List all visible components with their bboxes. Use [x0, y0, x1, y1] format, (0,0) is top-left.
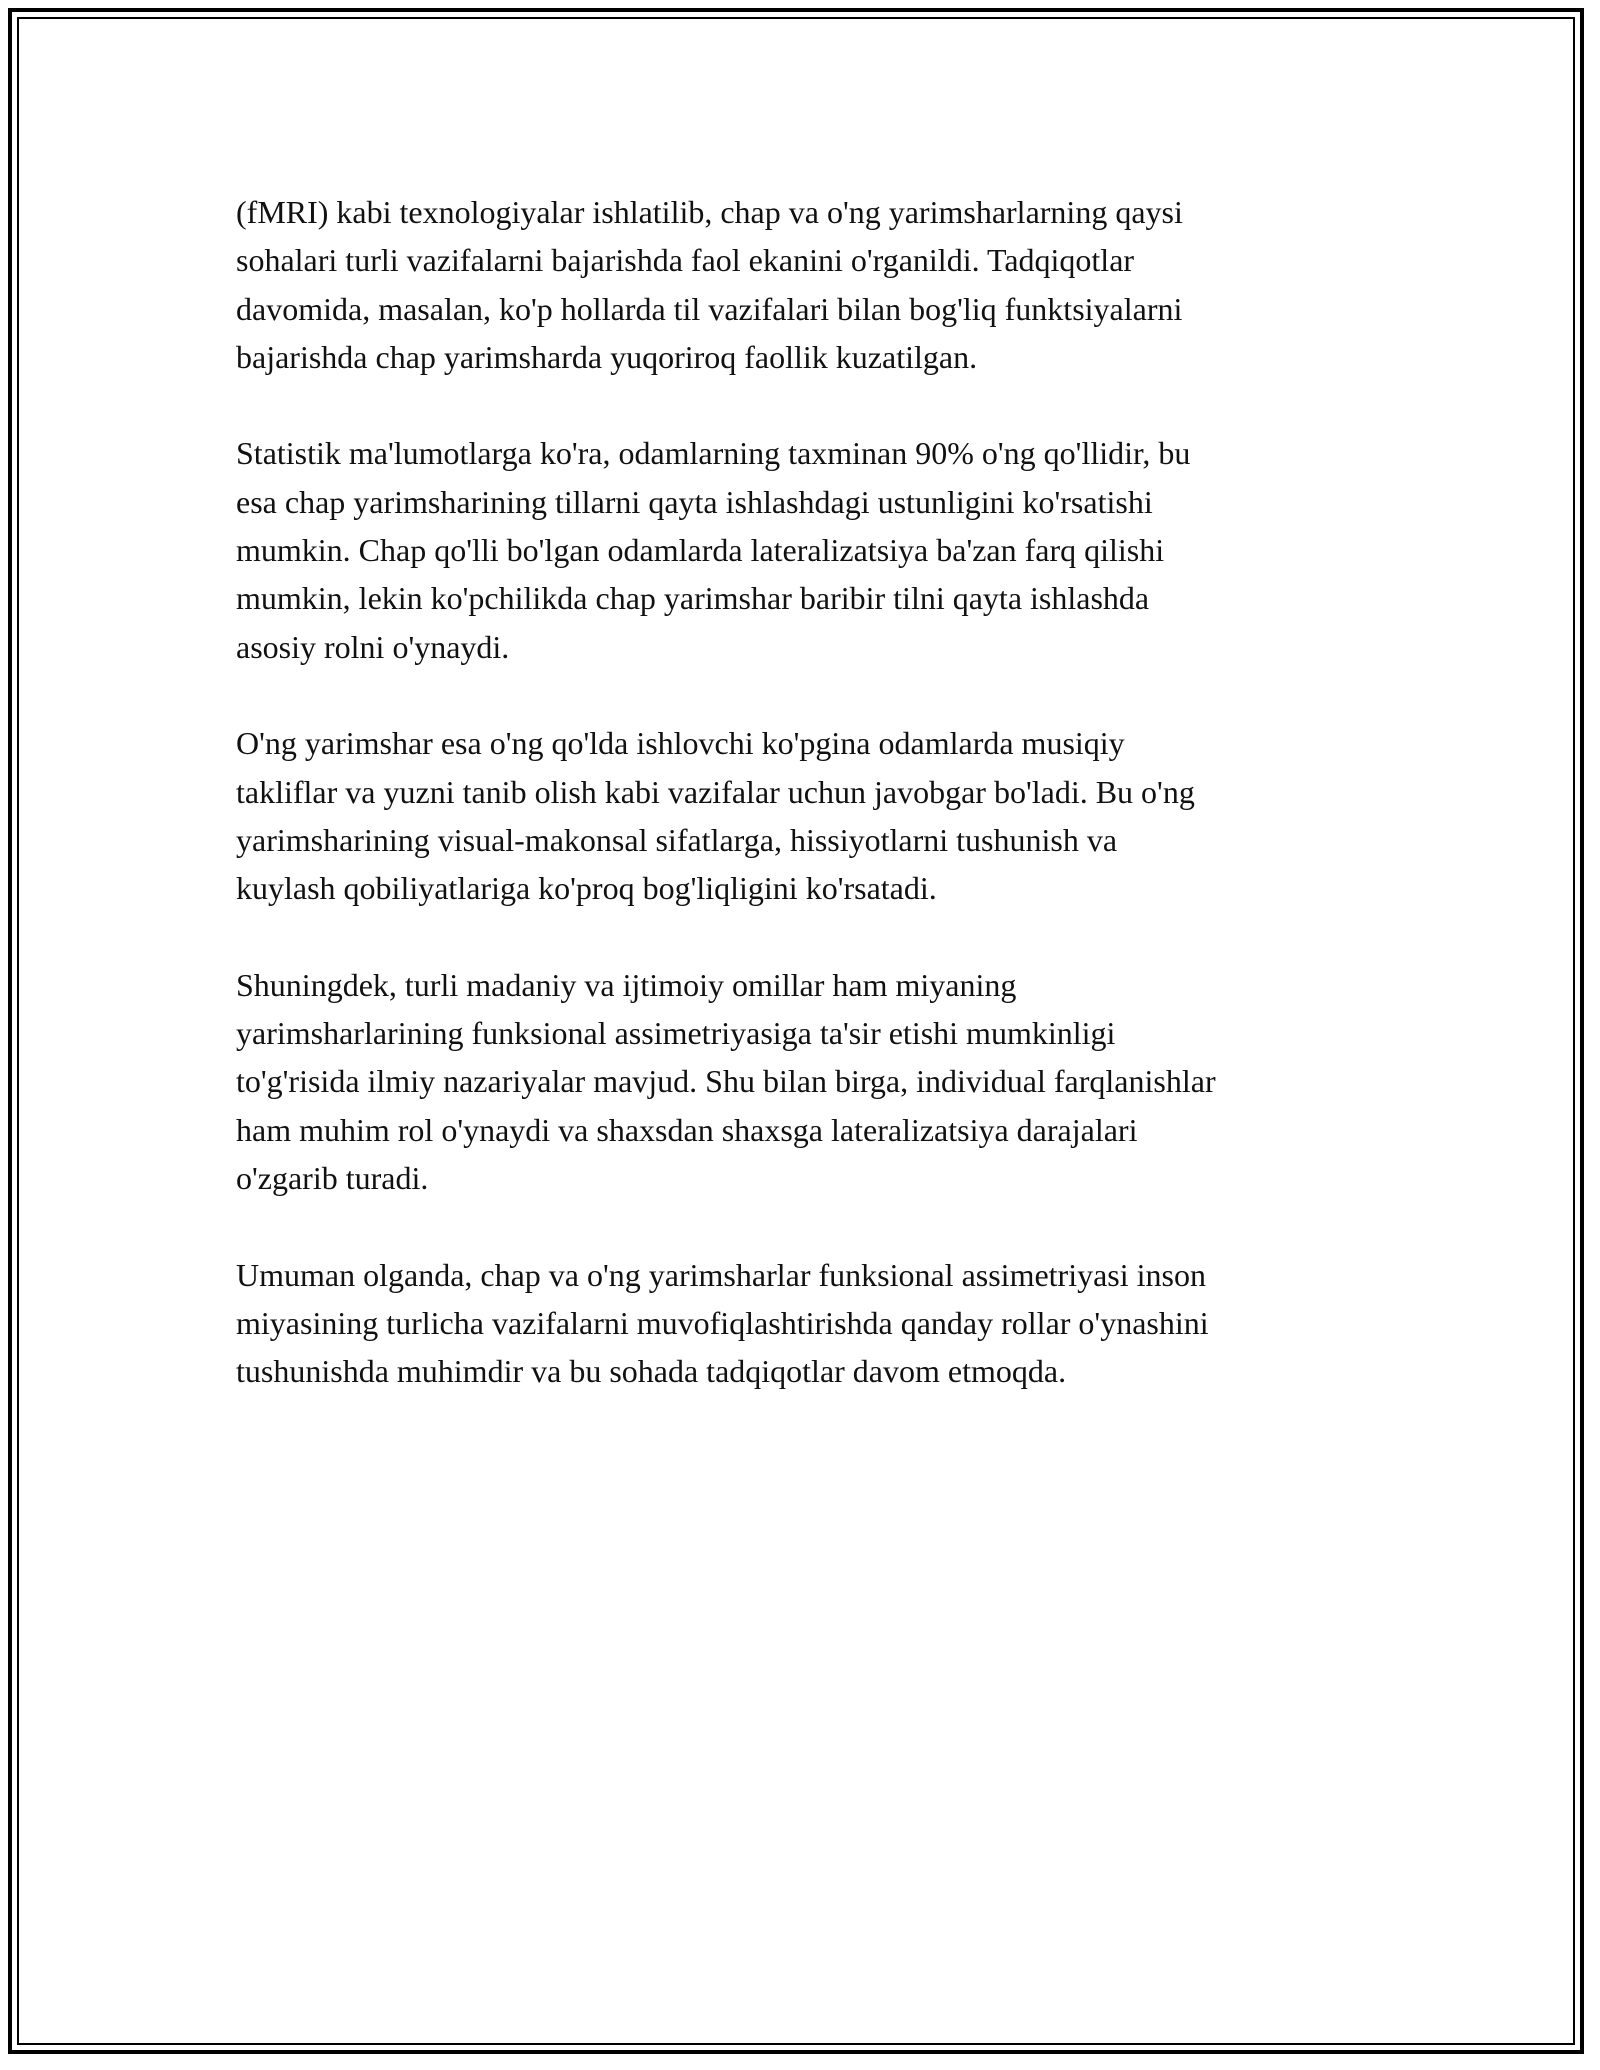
paragraph-5: Umuman olganda, chap va o'ng yarimsharlar funksional assimetriyasi inson miyasining turlicha vazifalarni muvofiqlashtirishda qanday rollar o'ynashini tushunishda muhimdir va bu sohada tadqiqotlar davom etmoqda. [236, 1256, 1209, 1390]
paragraph-2: Statistik ma'lumotlarga ko'ra, odamlarning taxminan 90% o'ng qo'llidir, bu esa chap yarimsharining tillarni qayta ishlashdagi ustunligini ko'rsatishi mumkin. Chap qo'lli bo'lgan odamlarda lateralizatsiya ba'zan farq qilishi mumkin, lekin ko'pchilikda chap yarimshar baribir tilni qayta ishlashda asosiy rolni o'ynaydi. [236, 435, 1191, 665]
paragraph-1: (fMRI) kabi texnologiyalar ishlatilib, chap va o'ng yarimsharlarning qaysi sohalari turli vazifalarni bajarishda faol ekanini o'rganildi. Tadqiqotlar davomida, masalan, ko'p hollarda til vazifalari bilan bog'liq funktsiyalarni bajarishda chap yarimsharda yuqoriroq faollik kuzatilgan. [236, 194, 1183, 375]
paragraph-4: Shuningdek, turli madaniy va ijtimoiy omillar ham miyaning yarimsharlarining funksional assimetriyasiga ta'sir etishi mumkinligi to'g'risida ilmiy nazariyalar mavjud. Shu bilan birga, individual farqlanishlar ham muhim rol o'ynaydi va shaxsdan shaxsga lateralizatsiya darajalari o'zgarib turadi. [236, 966, 1216, 1196]
document-body [236, 188, 1366, 1444]
paragraph-3: O'ng yarimshar esa o'ng qo'lda ishlovchi ko'pgina odamlarda musiqiy takliflar va yuzni tanib olish kabi vazifalar uchun javobgar bo'ladi. Bu o'ng yarimsharining visual-makonsal sifatlarga, hissiyotlarni tushunish va kuylash qobiliyatlariga ko'proq bog'liqligini ko'rsatadi. [236, 725, 1195, 907]
